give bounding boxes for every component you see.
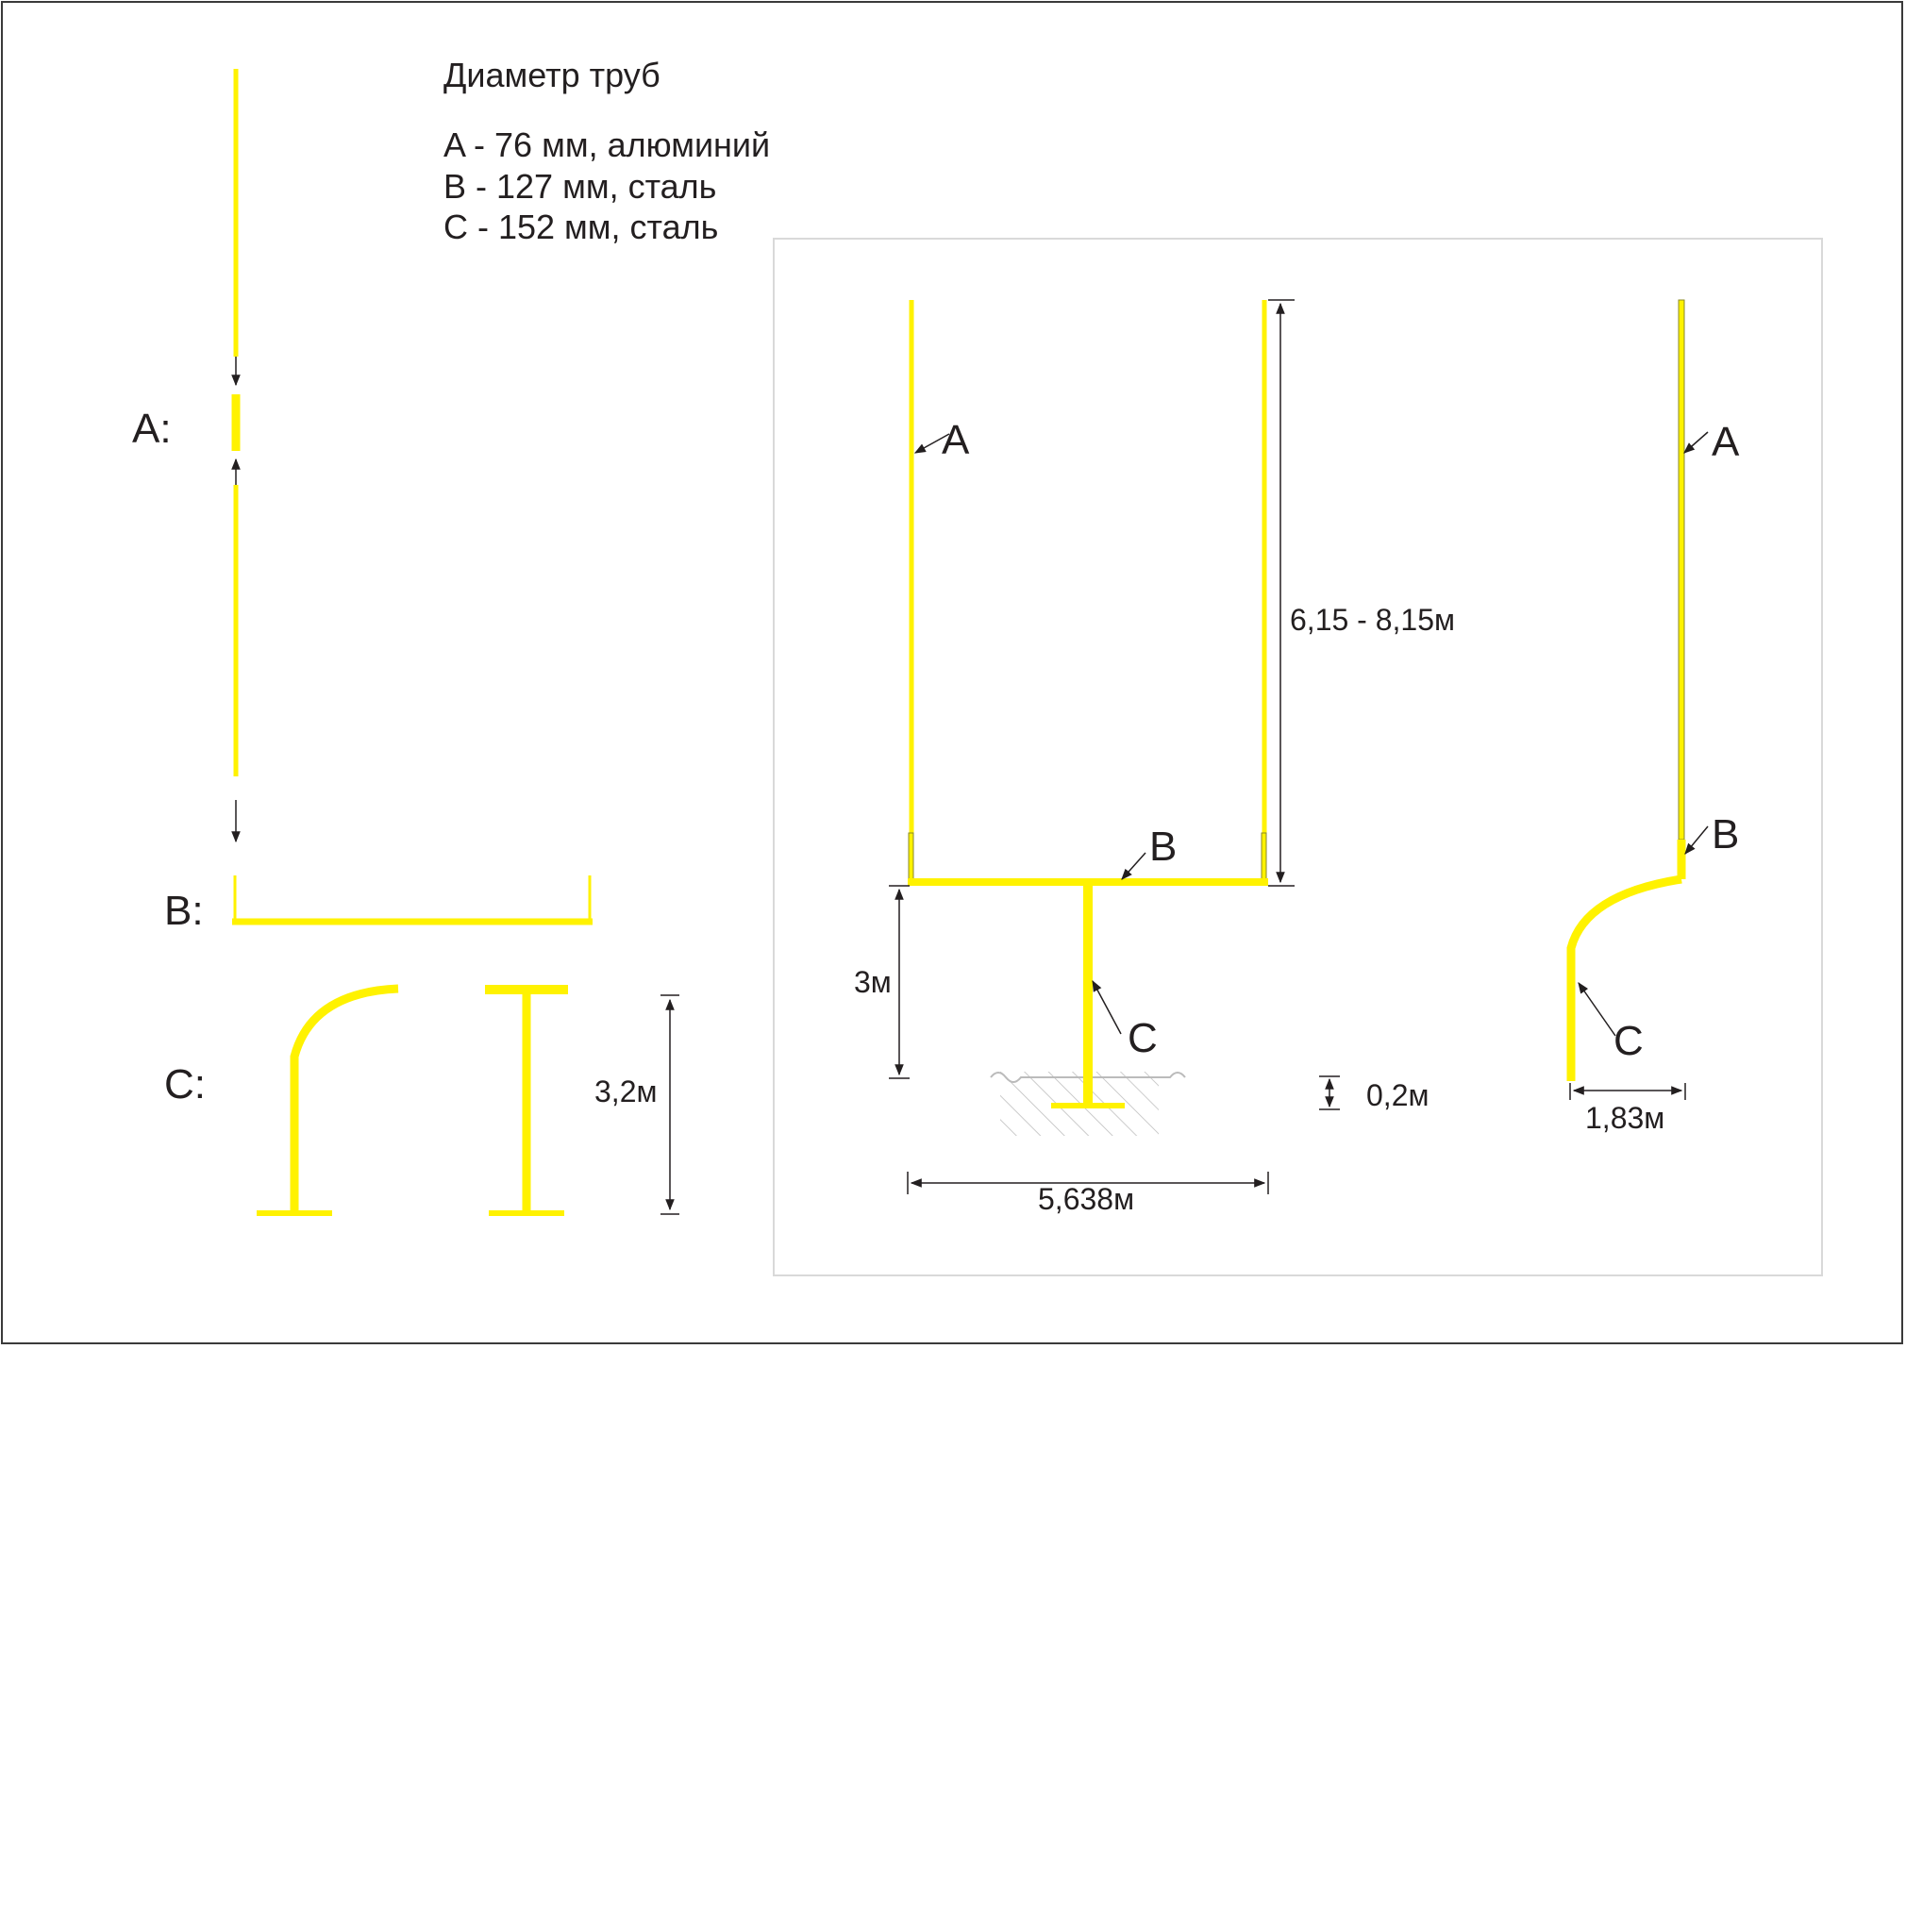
legend-title: Диаметр труб: [443, 56, 660, 94]
pointer-side-a: [1684, 432, 1708, 453]
dim-depth: 0,2м: [1366, 1078, 1430, 1112]
part-b: [164, 875, 593, 934]
dim-base-height: 3м: [854, 965, 892, 999]
pipe-c-curved: [294, 989, 398, 1211]
assembly-panel: [774, 239, 1822, 1275]
dim-width: 5,638м: [1038, 1182, 1135, 1216]
pointer-side-b: [1685, 826, 1708, 854]
front-label-a: A: [942, 417, 970, 463]
legend-line-a: A - 76 мм, алюминий: [443, 125, 771, 164]
front-view: [854, 300, 1455, 1216]
legend-line-c: C - 152 мм, сталь: [443, 208, 719, 246]
legend-line-b: B - 127 мм, сталь: [443, 167, 717, 206]
side-label-b: B: [1712, 811, 1740, 858]
part-a-label: A:: [132, 406, 172, 452]
legend: [443, 56, 770, 246]
part-b-label: B:: [164, 888, 204, 934]
dim-c-height: 3,2м: [594, 1074, 658, 1108]
front-label-c: C: [1128, 1015, 1158, 1061]
side-view: [1570, 300, 1740, 1135]
pointer-front-b: [1122, 853, 1145, 879]
part-a: [132, 69, 236, 841]
pointer-front-c: [1093, 981, 1121, 1034]
front-label-b: B: [1149, 824, 1178, 870]
dim-offset: 1,83м: [1585, 1101, 1665, 1135]
part-c-label: C:: [164, 1061, 206, 1108]
part-c: [164, 989, 679, 1214]
side-label-c: C: [1613, 1018, 1644, 1064]
pointer-side-c: [1579, 983, 1615, 1036]
side-label-a: A: [1712, 419, 1740, 465]
dim-upright-height: 6,15 - 8,15м: [1290, 603, 1455, 637]
